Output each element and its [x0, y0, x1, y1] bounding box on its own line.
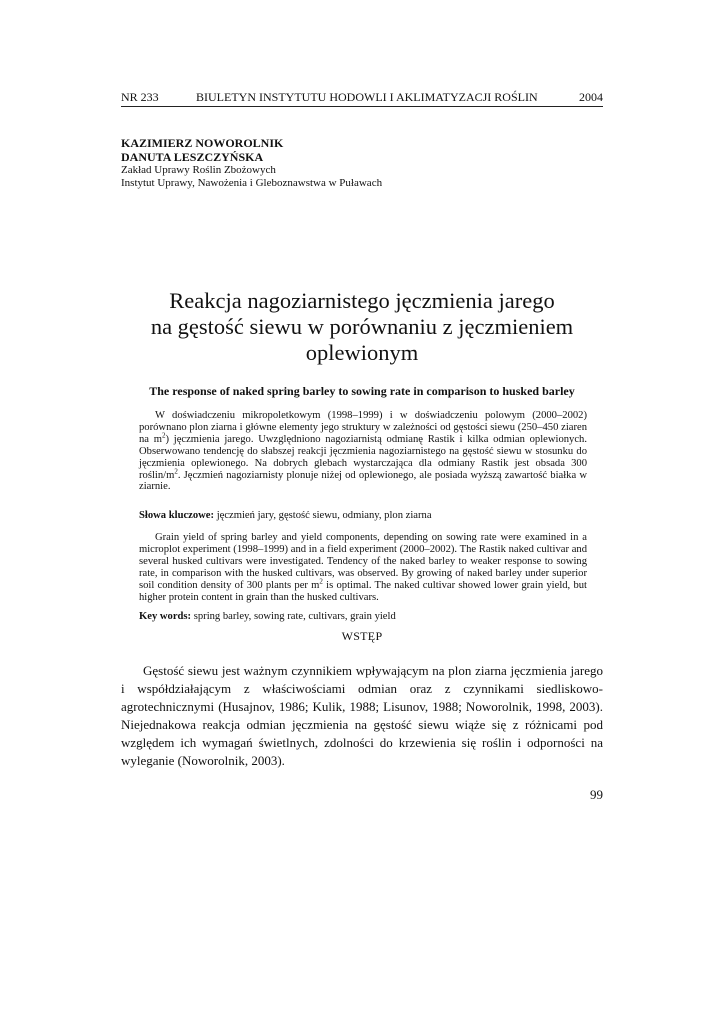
page-number: 99 — [590, 787, 603, 802]
title-line: oplewionym — [305, 340, 419, 365]
affiliation: Zakład Uprawy Roślin Zbożowych — [121, 164, 276, 176]
abstract-text: W doświadczeniu mikropoletkowym (1998–1999) i w doświadczeniu polowym (2000–2002) porównano plon ziarna i główne elementy jego struktury w zależności od gęstości siewu (250–450 ziaren na m — [139, 410, 587, 445]
author-name: DANUTA LESZCZYŃSKA — [121, 150, 264, 164]
publication-year: 2004 — [579, 90, 603, 104]
abstract-text: is optimal. The naked cultivar showed lower grain yield, but higher protein content in grain than the husked cultivars. — [139, 579, 587, 603]
article-title — [121, 288, 603, 366]
intro-paragraph: Gęstość siewu jest ważnym czynnikiem wpływającym na plon ziarna jęczmienia jarego i współdziałającym z właściwościami odmian oraz z czynnikami siedliskowo-agrotechnicznymi (Husajnov, 1986; Kulik, 1988; Lisunov, 1988; Noworolnik, 1998, 2003). Niejednakowa reakcja odmian jęczmienia na gęstość siewu wiąże się z różnicami pod względem ich wymagań świetlnych, zdolności do krzewienia się roślin i odporności na wyleganie (Noworolnik, 2003). — [121, 663, 603, 768]
abstract-text: . Jęczmień nagoziarnisty plonuje niżej od oplewionego, ale posiada wyższą zawartość białka w ziarnie. — [139, 469, 587, 493]
superscript: 2 — [319, 577, 323, 586]
superscript: 2 — [174, 467, 178, 475]
keywords-label: Key words: — [139, 611, 192, 622]
keywords-polish — [139, 510, 587, 522]
abstract-polish — [139, 410, 587, 493]
superscript: 2 — [161, 431, 166, 440]
journal-name: BIULETYN INSTYTUTU HODOWLI I AKLIMATYZACJI ROŚLIN — [196, 90, 538, 104]
running-header — [121, 90, 603, 107]
abstract-text: ) jęczmienia jarego. Uwzględniono nagoziarnistą odmianę Rastik i kilka odmian oplewionych. Obserwowano tendencję do słabszej reakcji jęczmienia nagoziarnistego na gęstość siewu w stosunku do jęczmienia oplewionego. Na dobrych glebach wystarczająca dla odmiany Rastik jest obsada 300 roślin/m — [139, 433, 588, 481]
issue-number: NR 233 — [121, 90, 159, 104]
author-block — [121, 136, 603, 190]
keywords-text: spring barley, sowing rate, cultivars, grain yield — [191, 611, 396, 622]
abstract-english — [139, 532, 587, 603]
keywords-english — [139, 611, 587, 623]
english-title: The response of naked spring barley to sowing rate in comparison to husked barley — [149, 384, 575, 398]
author-name: KAZIMIERZ NOWOROLNIK — [121, 136, 284, 150]
title-line: na gęstość siewu w porównaniu z jęczmieniem — [150, 314, 574, 339]
keywords-text: jęczmień jary, gęstość siewu, odmiany, plon ziarna — [214, 510, 432, 521]
abstract-text: Grain yield of spring barley and yield components, depending on sowing rate were examined in a microplot experiment (1998–1999) and in a field experiment (2000–2002). The Rastik naked cultivar and several husked cultivars were investigated. Tendency of the naked barley to weaker response to sowing rate, in comparison with the husked cultivars, was observed. By growing of naked barley under superior soil condition density of 300 plants per m — [139, 532, 587, 591]
affiliation: Instytut Uprawy, Nawożenia i Gleboznawstwa w Puławach — [121, 177, 383, 189]
section-heading: WSTĘP — [341, 629, 383, 643]
title-line: Reakcja nagoziarnistego jęczmienia jarego — [169, 288, 555, 313]
keywords-label: Słowa kluczowe: — [139, 510, 215, 521]
